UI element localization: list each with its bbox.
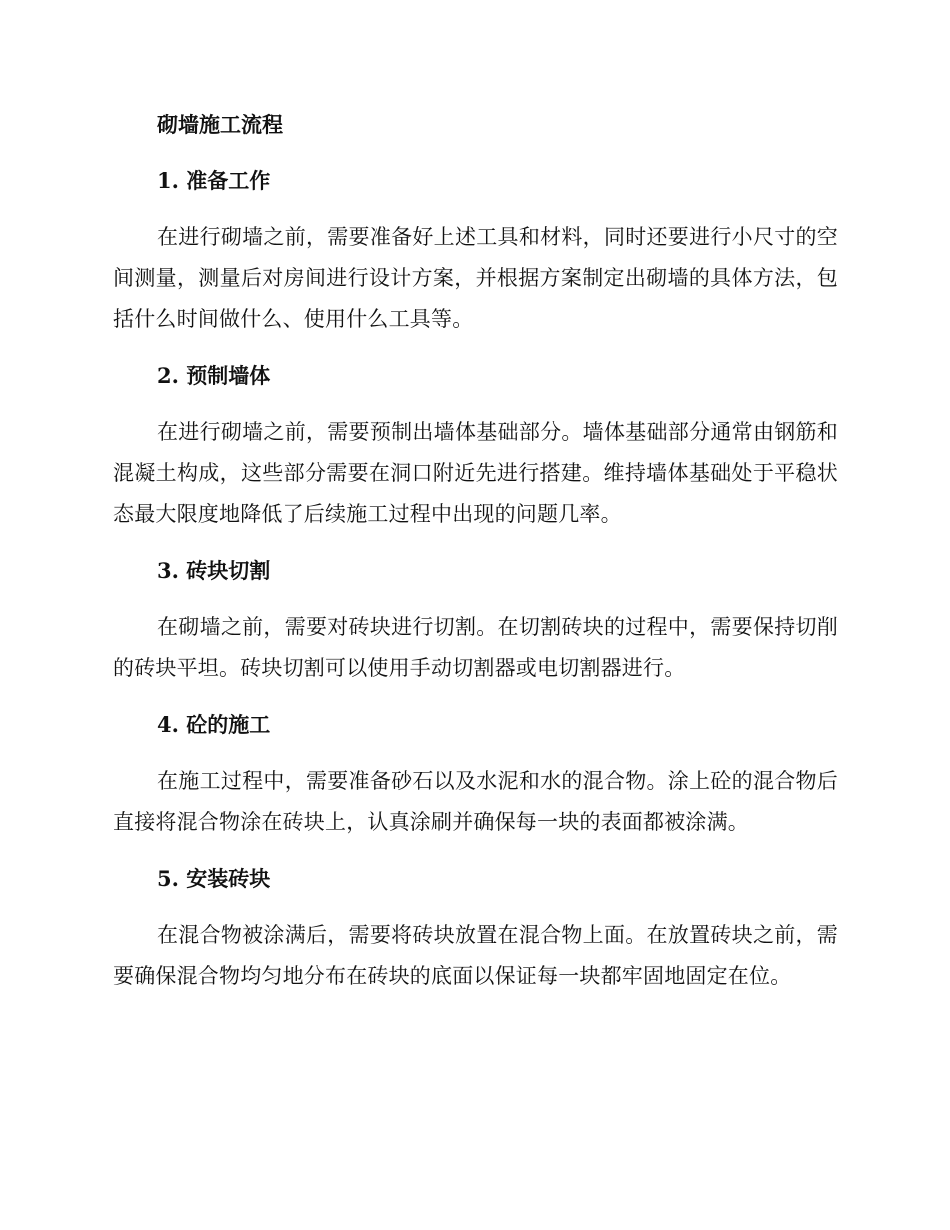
section-body: 在混合物被涂满后，需要将砖块放置在混合物上面。在放置砖块之前，需要确保混合物均匀地分布在砖块的底面以保证每一块都牢固地固定在位。	[113, 923, 838, 988]
section-heading: 4. 砼的施工	[157, 712, 271, 737]
section-heading: 5. 安装砖块	[157, 866, 271, 891]
section-heading: 3. 砖块切割	[157, 558, 271, 583]
section-body: 在进行砌墙之前，需要预制出墙体基础部分。墙体基础部分通常由钢筋和混凝土构成，这些部分需要在洞口附近先进行搭建。维持墙体基础处于平稳状态最大限度地降低了后续施工过程中出现的问题几率。	[113, 420, 838, 526]
section-heading: 1. 准备工作	[157, 168, 271, 193]
section-preparation	[113, 164, 838, 340]
section-concrete-work	[113, 708, 838, 843]
document-title: 砌墙施工流程	[157, 112, 283, 137]
section-prefab-wall	[113, 359, 838, 535]
section-body: 在施工过程中，需要准备砂石以及水泥和水的混合物。涂上砼的混合物后直接将混合物涂在砖块上，认真涂刷并确保每一块的表面都被涂满。	[113, 769, 838, 834]
section-brick-install	[113, 862, 838, 997]
section-heading: 2. 预制墙体	[157, 363, 271, 388]
section-body: 在砌墙之前，需要对砖块进行切割。在切割砖块的过程中，需要保持切削的砖块平坦。砖块切割可以使用手动切割器或电切割器进行。	[113, 615, 838, 680]
section-brick-cutting	[113, 554, 838, 689]
document-content	[113, 108, 838, 1016]
section-body: 在进行砌墙之前，需要准备好上述工具和材料，同时还要进行小尺寸的空间测量，测量后对房间进行设计方案，并根据方案制定出砌墙的具体方法，包括什么时间做什么、使用什么工具等。	[113, 225, 838, 331]
